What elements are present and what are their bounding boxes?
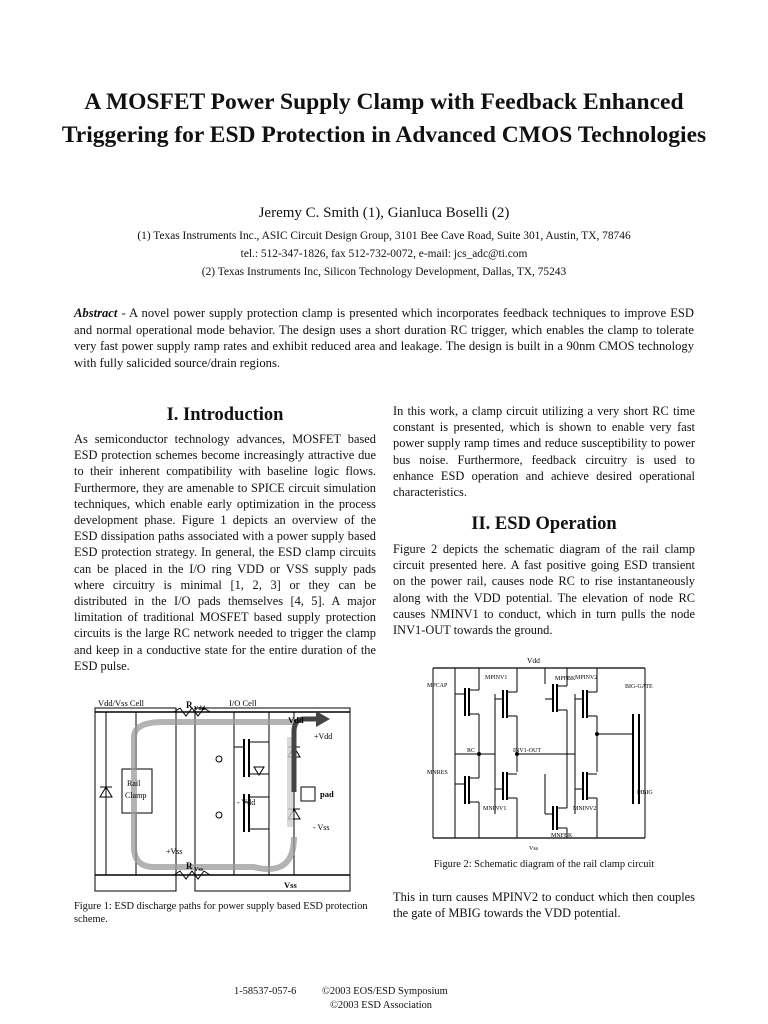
label-r-vdd-sub: Vdd [194,706,206,712]
pad-box [301,787,315,801]
figure-2-schematic [425,654,671,852]
affiliation-1: (1) Texas Instruments Inc., ASIC Circuit Design Group, 3101 Bee Cave Road, Suite 301, Austin, TX, 78746 [137,230,631,242]
label-pad: pad [320,789,334,799]
label-r-vss: R [186,861,193,871]
label-vss: Vss [529,846,539,852]
label-r-vss-sub: Vss [194,867,204,873]
label-inv1-out: INV1-OUT [513,748,541,754]
label-mpinv1: MPINV1 [485,675,508,681]
figure-2-caption: Figure 2: Schematic diagram of the rail clamp circuit [433,859,655,870]
section-heading-introduction: I. Introduction [166,405,284,425]
label-big-gate: BIG-GATE [625,684,653,690]
footer-association: ©2003 ESD Association [330,1000,432,1011]
figure-1-caption: Figure 1: ESD discharge paths for power supply based ESD protection scheme. [74,901,368,925]
abstract [74,305,694,371]
label-rc: RC [467,748,476,754]
abstract-lead: Abstract [74,306,118,320]
label-vss-bottom: Vss [284,880,297,890]
label-io-cell: I/O Cell [229,698,257,708]
discharge-path-grey [134,722,294,869]
paper-title: A MOSFET Power Supply Clamp with Feedback Enhanced Triggering for ESD Protection in Advanced CMOS Technologies [61,89,707,148]
contact-info: tel.: 512-347-1826, fax 512-732-0072, e-mail: jcs_adc@ti.com [240,248,528,260]
affiliation-2: (2) Texas Instruments Inc, Silicon Technology Development, Dallas, TX, 75243 [201,266,567,278]
label-r-vdd: R [186,700,193,710]
label-mninv2: MNINV2 [573,806,597,812]
label-mbig: MBIG [637,790,653,796]
label-vddvss-cell: Vdd/Vss Cell [98,698,145,708]
author-list: Jeremy C. Smith (1), Gianluca Boselli (2) [258,205,510,221]
label-minus-vdd: - Vdd [237,798,256,807]
label-minus-vss: - Vss [313,823,330,832]
label-mpinv2: MPINV2 [575,675,598,681]
esd-operation-text-2: This in turn causes MPINV2 to conduct which then couples the gate of MBIG towards the VDD potential. [393,890,695,921]
right-intro-text: In this work, a clamp circuit utilizing a very short RC time constant is presented, which is shown to enable very fast power supply ramp times and reduce susceptibility to power bus noise. Furthermore, feedback circuitry is used to enhance ESD operation and achieve desired operational characteristics. [393,404,695,500]
esd-operation-text: Figure 2 depicts the schematic diagram of the rail clamp circuit presented here. A fast positive going ESD transient on the power rail, causes node RC to rise instantaneously along with the VDD potential. The elevation of node RC causes NMINV1 to conduct, which in turn pulls the node INV1-OUT towards the ground. [393,542,695,638]
label-plus-vss: +Vss [166,847,183,856]
footer-isbn: 1-58537-057-6 [234,986,297,997]
footer-symposium: ©2003 EOS/ESD Symposium [322,986,448,997]
label-mnfbk: MNFBK [551,833,573,839]
introduction-text: As semiconductor technology advances, MOSFET based ESD protection schemes become increasingly attractive due to their inherent compatibility with baseline logic flows. Furthermore, they are amenable to SPICE circuit simulation techniques, which enable early optimization in the process development phase. Figure 1 depicts an overview of the ESD dissipation paths associated with a power supply based ESD protection strategy. In general, the ESD clamp circuits can be placed in the I/O ring VDD or VSS supply pads where circuitry is minimal [1, 2, 3] or they can be distributed in the I/O pads themselves [4, 5]. A major limitation of traditional MOSFET based supply protection circuits is the large RC network needed to trigger the clamp and keep in a conductive state for the entire duration of the ESD pulse. [74,432,376,673]
label-mpcap: MPCAP [427,683,448,689]
label-clamp: Clamp [125,791,147,800]
label-mninv1: MNINV1 [483,806,507,812]
abstract-text: - A novel power supply protection clamp is presented which incorporates feedback techniques to improve ESD and normal operational mode behavior. The design uses a short duration RC trigger, which enables the clamp to tolerate very fast power supply ramp rates and exhibit reduced area and leakage. The design is built in a 90nm CMOS technology with fully salicided source/drain regions. [74,306,694,370]
label-vdd: Vdd [527,656,540,665]
label-mnres: MNRES [427,770,448,776]
label-rail: Rail [127,779,141,788]
figure-1-diagram [94,697,354,893]
label-mpfbk: MPFBK [555,676,576,682]
label-plus-vdd: +Vdd [314,732,333,741]
section-heading-esd-operation: II. ESD Operation [471,514,617,534]
discharge-path-dark [294,719,319,792]
label-vdd-top: Vdd [288,715,304,725]
